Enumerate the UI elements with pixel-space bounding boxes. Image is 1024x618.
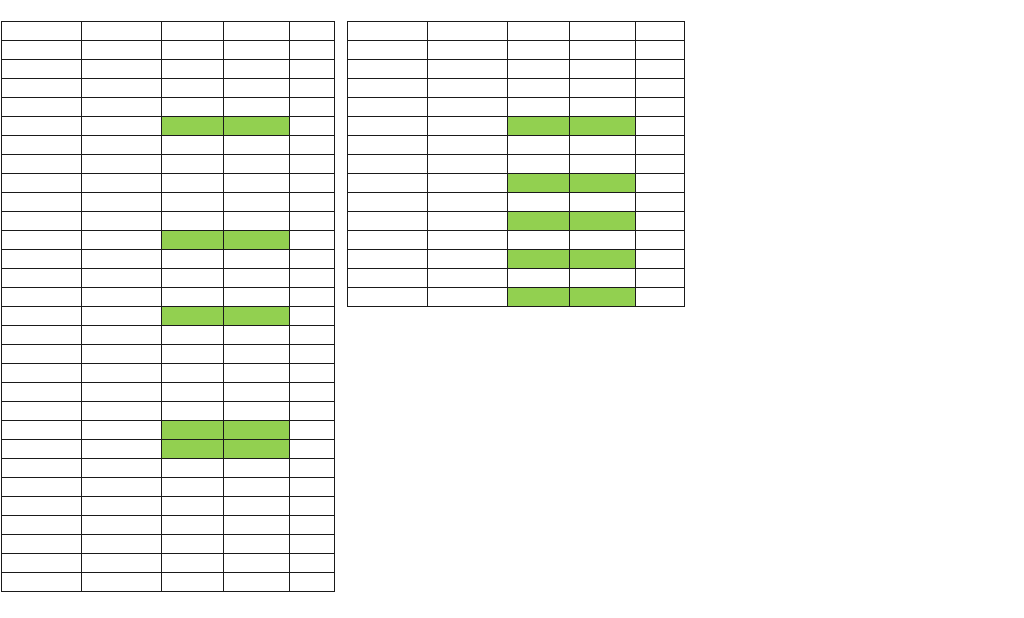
table-row xyxy=(348,193,685,212)
cell[interactable] xyxy=(82,364,162,383)
cell[interactable] xyxy=(290,193,335,212)
cell[interactable] xyxy=(348,117,428,136)
cell[interactable] xyxy=(162,573,224,592)
cell[interactable] xyxy=(636,288,685,307)
cell[interactable] xyxy=(2,269,82,288)
cell[interactable] xyxy=(82,60,162,79)
cell[interactable] xyxy=(224,535,290,554)
header-row xyxy=(348,41,685,60)
cell[interactable] xyxy=(636,98,685,117)
table-row xyxy=(348,79,685,98)
cell[interactable] xyxy=(290,459,335,478)
cell[interactable] xyxy=(224,155,290,174)
cell[interactable] xyxy=(290,516,335,535)
cell[interactable] xyxy=(348,212,428,231)
cell[interactable] xyxy=(224,478,290,497)
cell[interactable] xyxy=(82,459,162,478)
table-row xyxy=(2,250,335,269)
cell[interactable] xyxy=(82,554,162,573)
cell[interactable] xyxy=(224,79,290,98)
cell[interactable] xyxy=(82,497,162,516)
arbt-debits-table xyxy=(1,21,335,592)
table-row xyxy=(2,345,335,364)
table-row xyxy=(348,231,685,250)
cell[interactable] xyxy=(508,117,570,136)
cell[interactable] xyxy=(290,250,335,269)
cell[interactable] xyxy=(290,60,335,79)
cell[interactable] xyxy=(2,421,82,440)
cell[interactable] xyxy=(82,421,162,440)
header-row xyxy=(2,22,335,41)
cell[interactable] xyxy=(508,41,570,60)
cell[interactable] xyxy=(508,231,570,250)
cell[interactable] xyxy=(428,250,508,269)
cell[interactable] xyxy=(162,459,224,478)
cell[interactable] xyxy=(508,98,570,117)
summary-row xyxy=(2,497,335,516)
cell[interactable] xyxy=(348,231,428,250)
cell[interactable] xyxy=(162,174,224,193)
cell[interactable] xyxy=(348,155,428,174)
cell[interactable] xyxy=(570,41,636,60)
cell[interactable] xyxy=(2,193,82,212)
cell[interactable] xyxy=(224,288,290,307)
cell[interactable] xyxy=(2,79,82,98)
cell[interactable] xyxy=(570,288,636,307)
cell[interactable] xyxy=(508,174,570,193)
cell[interactable] xyxy=(2,459,82,478)
cell[interactable] xyxy=(290,117,335,136)
cell[interactable] xyxy=(636,136,685,155)
cell[interactable] xyxy=(570,60,636,79)
cell[interactable] xyxy=(162,402,224,421)
cell[interactable] xyxy=(162,98,224,117)
table-row xyxy=(2,402,335,421)
cell[interactable] xyxy=(162,554,224,573)
cell[interactable] xyxy=(290,79,335,98)
cell[interactable] xyxy=(428,269,508,288)
cell[interactable] xyxy=(162,440,224,459)
cell[interactable] xyxy=(2,60,82,79)
cell[interactable] xyxy=(290,212,335,231)
cell[interactable] xyxy=(428,193,508,212)
cell[interactable] xyxy=(224,459,290,478)
cell[interactable] xyxy=(82,288,162,307)
table-row xyxy=(348,117,685,136)
cell[interactable] xyxy=(162,421,224,440)
cell[interactable] xyxy=(636,60,685,79)
cell[interactable] xyxy=(82,117,162,136)
cell[interactable] xyxy=(428,174,508,193)
cell[interactable] xyxy=(290,231,335,250)
table-row xyxy=(348,212,685,231)
cell[interactable] xyxy=(636,193,685,212)
cell[interactable] xyxy=(224,231,290,250)
cell[interactable] xyxy=(636,41,685,60)
summary-row xyxy=(2,554,335,573)
cell[interactable] xyxy=(224,440,290,459)
cell[interactable] xyxy=(2,41,82,60)
table-row xyxy=(2,212,335,231)
cell[interactable] xyxy=(290,326,335,345)
cell[interactable] xyxy=(162,364,224,383)
cell[interactable] xyxy=(82,345,162,364)
table-row xyxy=(2,326,335,345)
cell[interactable] xyxy=(2,288,82,307)
table-row xyxy=(348,155,685,174)
cell[interactable] xyxy=(290,288,335,307)
cell[interactable] xyxy=(348,174,428,193)
cell[interactable] xyxy=(82,516,162,535)
cell[interactable] xyxy=(82,250,162,269)
cell[interactable] xyxy=(224,193,290,212)
cell[interactable] xyxy=(290,269,335,288)
cell[interactable] xyxy=(2,117,82,136)
cell[interactable] xyxy=(290,22,335,41)
cell[interactable] xyxy=(82,478,162,497)
cell[interactable] xyxy=(82,573,162,592)
table-row xyxy=(2,174,335,193)
cell[interactable] xyxy=(290,136,335,155)
cell[interactable] xyxy=(224,364,290,383)
cell[interactable] xyxy=(82,231,162,250)
cell[interactable] xyxy=(570,22,636,41)
cell[interactable] xyxy=(162,269,224,288)
cell[interactable] xyxy=(2,174,82,193)
cell[interactable] xyxy=(2,573,82,592)
cell[interactable] xyxy=(2,383,82,402)
table-row xyxy=(2,231,335,250)
cell[interactable] xyxy=(428,117,508,136)
table-row xyxy=(2,136,335,155)
cell[interactable] xyxy=(570,117,636,136)
cell[interactable] xyxy=(224,345,290,364)
cell[interactable] xyxy=(290,364,335,383)
cell[interactable] xyxy=(224,516,290,535)
cell[interactable] xyxy=(508,288,570,307)
table-row xyxy=(2,383,335,402)
cell[interactable] xyxy=(82,535,162,554)
cell[interactable] xyxy=(428,79,508,98)
cell[interactable] xyxy=(224,250,290,269)
table-row xyxy=(2,364,335,383)
cell[interactable] xyxy=(348,193,428,212)
cell[interactable] xyxy=(224,22,290,41)
cell[interactable] xyxy=(2,250,82,269)
summary-row xyxy=(2,516,335,535)
cell[interactable] xyxy=(508,22,570,41)
cell[interactable] xyxy=(570,79,636,98)
cell[interactable] xyxy=(162,478,224,497)
cell[interactable] xyxy=(428,60,508,79)
table-row xyxy=(2,98,335,117)
cell[interactable] xyxy=(290,497,335,516)
cell[interactable] xyxy=(224,307,290,326)
cell[interactable] xyxy=(348,60,428,79)
cell[interactable] xyxy=(636,269,685,288)
cell[interactable] xyxy=(162,155,224,174)
cell[interactable] xyxy=(2,136,82,155)
cell[interactable] xyxy=(82,402,162,421)
cell[interactable] xyxy=(428,22,508,41)
cell[interactable] xyxy=(290,440,335,459)
cell[interactable] xyxy=(348,41,428,60)
cell[interactable] xyxy=(162,193,224,212)
cell[interactable] xyxy=(162,516,224,535)
cell[interactable] xyxy=(162,383,224,402)
cell[interactable] xyxy=(290,98,335,117)
table-row xyxy=(2,155,335,174)
cell[interactable] xyxy=(162,41,224,60)
cell[interactable] xyxy=(636,79,685,98)
cell[interactable] xyxy=(290,383,335,402)
table-row xyxy=(348,174,685,193)
table-row xyxy=(348,60,685,79)
cell[interactable] xyxy=(508,269,570,288)
cell[interactable] xyxy=(290,155,335,174)
cell[interactable] xyxy=(82,269,162,288)
table-row xyxy=(2,478,335,497)
cell[interactable] xyxy=(224,421,290,440)
cell[interactable] xyxy=(636,231,685,250)
cell[interactable] xyxy=(348,250,428,269)
cell[interactable] xyxy=(508,136,570,155)
cell[interactable] xyxy=(2,478,82,497)
cell[interactable] xyxy=(82,193,162,212)
cell[interactable] xyxy=(428,41,508,60)
table-row xyxy=(348,250,685,269)
cell[interactable] xyxy=(224,117,290,136)
cell[interactable] xyxy=(428,136,508,155)
cell[interactable] xyxy=(2,155,82,174)
cell[interactable] xyxy=(224,98,290,117)
cell[interactable] xyxy=(162,22,224,41)
cell[interactable] xyxy=(224,326,290,345)
cell[interactable] xyxy=(570,136,636,155)
cell[interactable] xyxy=(2,497,82,516)
cell[interactable] xyxy=(224,136,290,155)
table-row xyxy=(2,421,335,440)
cell[interactable] xyxy=(636,212,685,231)
cell[interactable] xyxy=(82,174,162,193)
cell[interactable] xyxy=(82,440,162,459)
table-row xyxy=(348,136,685,155)
cell[interactable] xyxy=(162,345,224,364)
cell[interactable] xyxy=(348,269,428,288)
cell[interactable] xyxy=(428,98,508,117)
cell[interactable] xyxy=(570,212,636,231)
cell[interactable] xyxy=(82,212,162,231)
cell[interactable] xyxy=(224,554,290,573)
cell[interactable] xyxy=(508,155,570,174)
cell[interactable] xyxy=(636,22,685,41)
cell[interactable] xyxy=(290,478,335,497)
table-row xyxy=(2,269,335,288)
cell[interactable] xyxy=(348,98,428,117)
cell[interactable] xyxy=(2,535,82,554)
cell[interactable] xyxy=(82,307,162,326)
cell[interactable] xyxy=(290,535,335,554)
summary-row xyxy=(2,535,335,554)
cell[interactable] xyxy=(636,174,685,193)
cell[interactable] xyxy=(162,231,224,250)
cell[interactable] xyxy=(162,136,224,155)
header-row xyxy=(2,41,335,60)
cell[interactable] xyxy=(82,136,162,155)
cell[interactable] xyxy=(2,345,82,364)
cell[interactable] xyxy=(428,288,508,307)
cell[interactable] xyxy=(636,250,685,269)
cell[interactable] xyxy=(224,402,290,421)
cell[interactable] xyxy=(290,573,335,592)
cell[interactable] xyxy=(224,60,290,79)
cell[interactable] xyxy=(224,212,290,231)
table-row xyxy=(348,288,685,307)
table-row xyxy=(2,307,335,326)
cell[interactable] xyxy=(290,421,335,440)
cell[interactable] xyxy=(570,269,636,288)
cell[interactable] xyxy=(162,117,224,136)
cell[interactable] xyxy=(290,307,335,326)
cell[interactable] xyxy=(162,535,224,554)
cell[interactable] xyxy=(82,155,162,174)
cell[interactable] xyxy=(2,231,82,250)
cell[interactable] xyxy=(2,98,82,117)
cell[interactable] xyxy=(348,79,428,98)
cell[interactable] xyxy=(224,174,290,193)
table-row xyxy=(348,98,685,117)
cell[interactable] xyxy=(290,402,335,421)
cell[interactable] xyxy=(82,383,162,402)
cell[interactable] xyxy=(224,269,290,288)
cell[interactable] xyxy=(348,22,428,41)
cell[interactable] xyxy=(570,193,636,212)
arbt-licencies-table xyxy=(347,21,685,307)
cell[interactable] xyxy=(290,41,335,60)
cell[interactable] xyxy=(428,212,508,231)
cell[interactable] xyxy=(508,212,570,231)
cell[interactable] xyxy=(508,250,570,269)
cell[interactable] xyxy=(2,516,82,535)
cell[interactable] xyxy=(82,98,162,117)
table-row xyxy=(2,459,335,478)
cell[interactable] xyxy=(82,41,162,60)
cell[interactable] xyxy=(162,60,224,79)
cell[interactable] xyxy=(162,212,224,231)
cell[interactable] xyxy=(2,326,82,345)
cell[interactable] xyxy=(428,155,508,174)
cell[interactable] xyxy=(2,440,82,459)
cell[interactable] xyxy=(570,174,636,193)
cell[interactable] xyxy=(162,307,224,326)
cell[interactable] xyxy=(290,554,335,573)
cell[interactable] xyxy=(162,250,224,269)
cell[interactable] xyxy=(224,41,290,60)
cell[interactable] xyxy=(82,79,162,98)
cell[interactable] xyxy=(570,155,636,174)
cell[interactable] xyxy=(348,288,428,307)
cell[interactable] xyxy=(570,250,636,269)
cell[interactable] xyxy=(224,497,290,516)
cell[interactable] xyxy=(162,288,224,307)
cell[interactable] xyxy=(636,117,685,136)
table-row xyxy=(2,440,335,459)
cell[interactable] xyxy=(2,402,82,421)
table-row xyxy=(2,117,335,136)
cell[interactable] xyxy=(2,364,82,383)
table-row xyxy=(348,269,685,288)
table-row xyxy=(2,60,335,79)
cell[interactable] xyxy=(2,554,82,573)
cell[interactable] xyxy=(224,383,290,402)
header-row xyxy=(348,22,685,41)
cell[interactable] xyxy=(636,155,685,174)
cell[interactable] xyxy=(290,174,335,193)
cell[interactable] xyxy=(290,345,335,364)
cell[interactable] xyxy=(570,98,636,117)
cell[interactable] xyxy=(162,497,224,516)
cell[interactable] xyxy=(508,60,570,79)
cell[interactable] xyxy=(570,231,636,250)
table-row xyxy=(2,79,335,98)
cell[interactable] xyxy=(2,307,82,326)
cell[interactable] xyxy=(82,22,162,41)
table-row xyxy=(2,288,335,307)
cell[interactable] xyxy=(162,79,224,98)
cell[interactable] xyxy=(508,79,570,98)
cell[interactable] xyxy=(162,326,224,345)
cell[interactable] xyxy=(508,193,570,212)
cell[interactable] xyxy=(2,22,82,41)
cell[interactable] xyxy=(224,573,290,592)
table-row xyxy=(2,193,335,212)
cell[interactable] xyxy=(428,231,508,250)
cell[interactable] xyxy=(348,136,428,155)
cell[interactable] xyxy=(2,212,82,231)
cell[interactable] xyxy=(82,326,162,345)
summary-row xyxy=(2,573,335,592)
